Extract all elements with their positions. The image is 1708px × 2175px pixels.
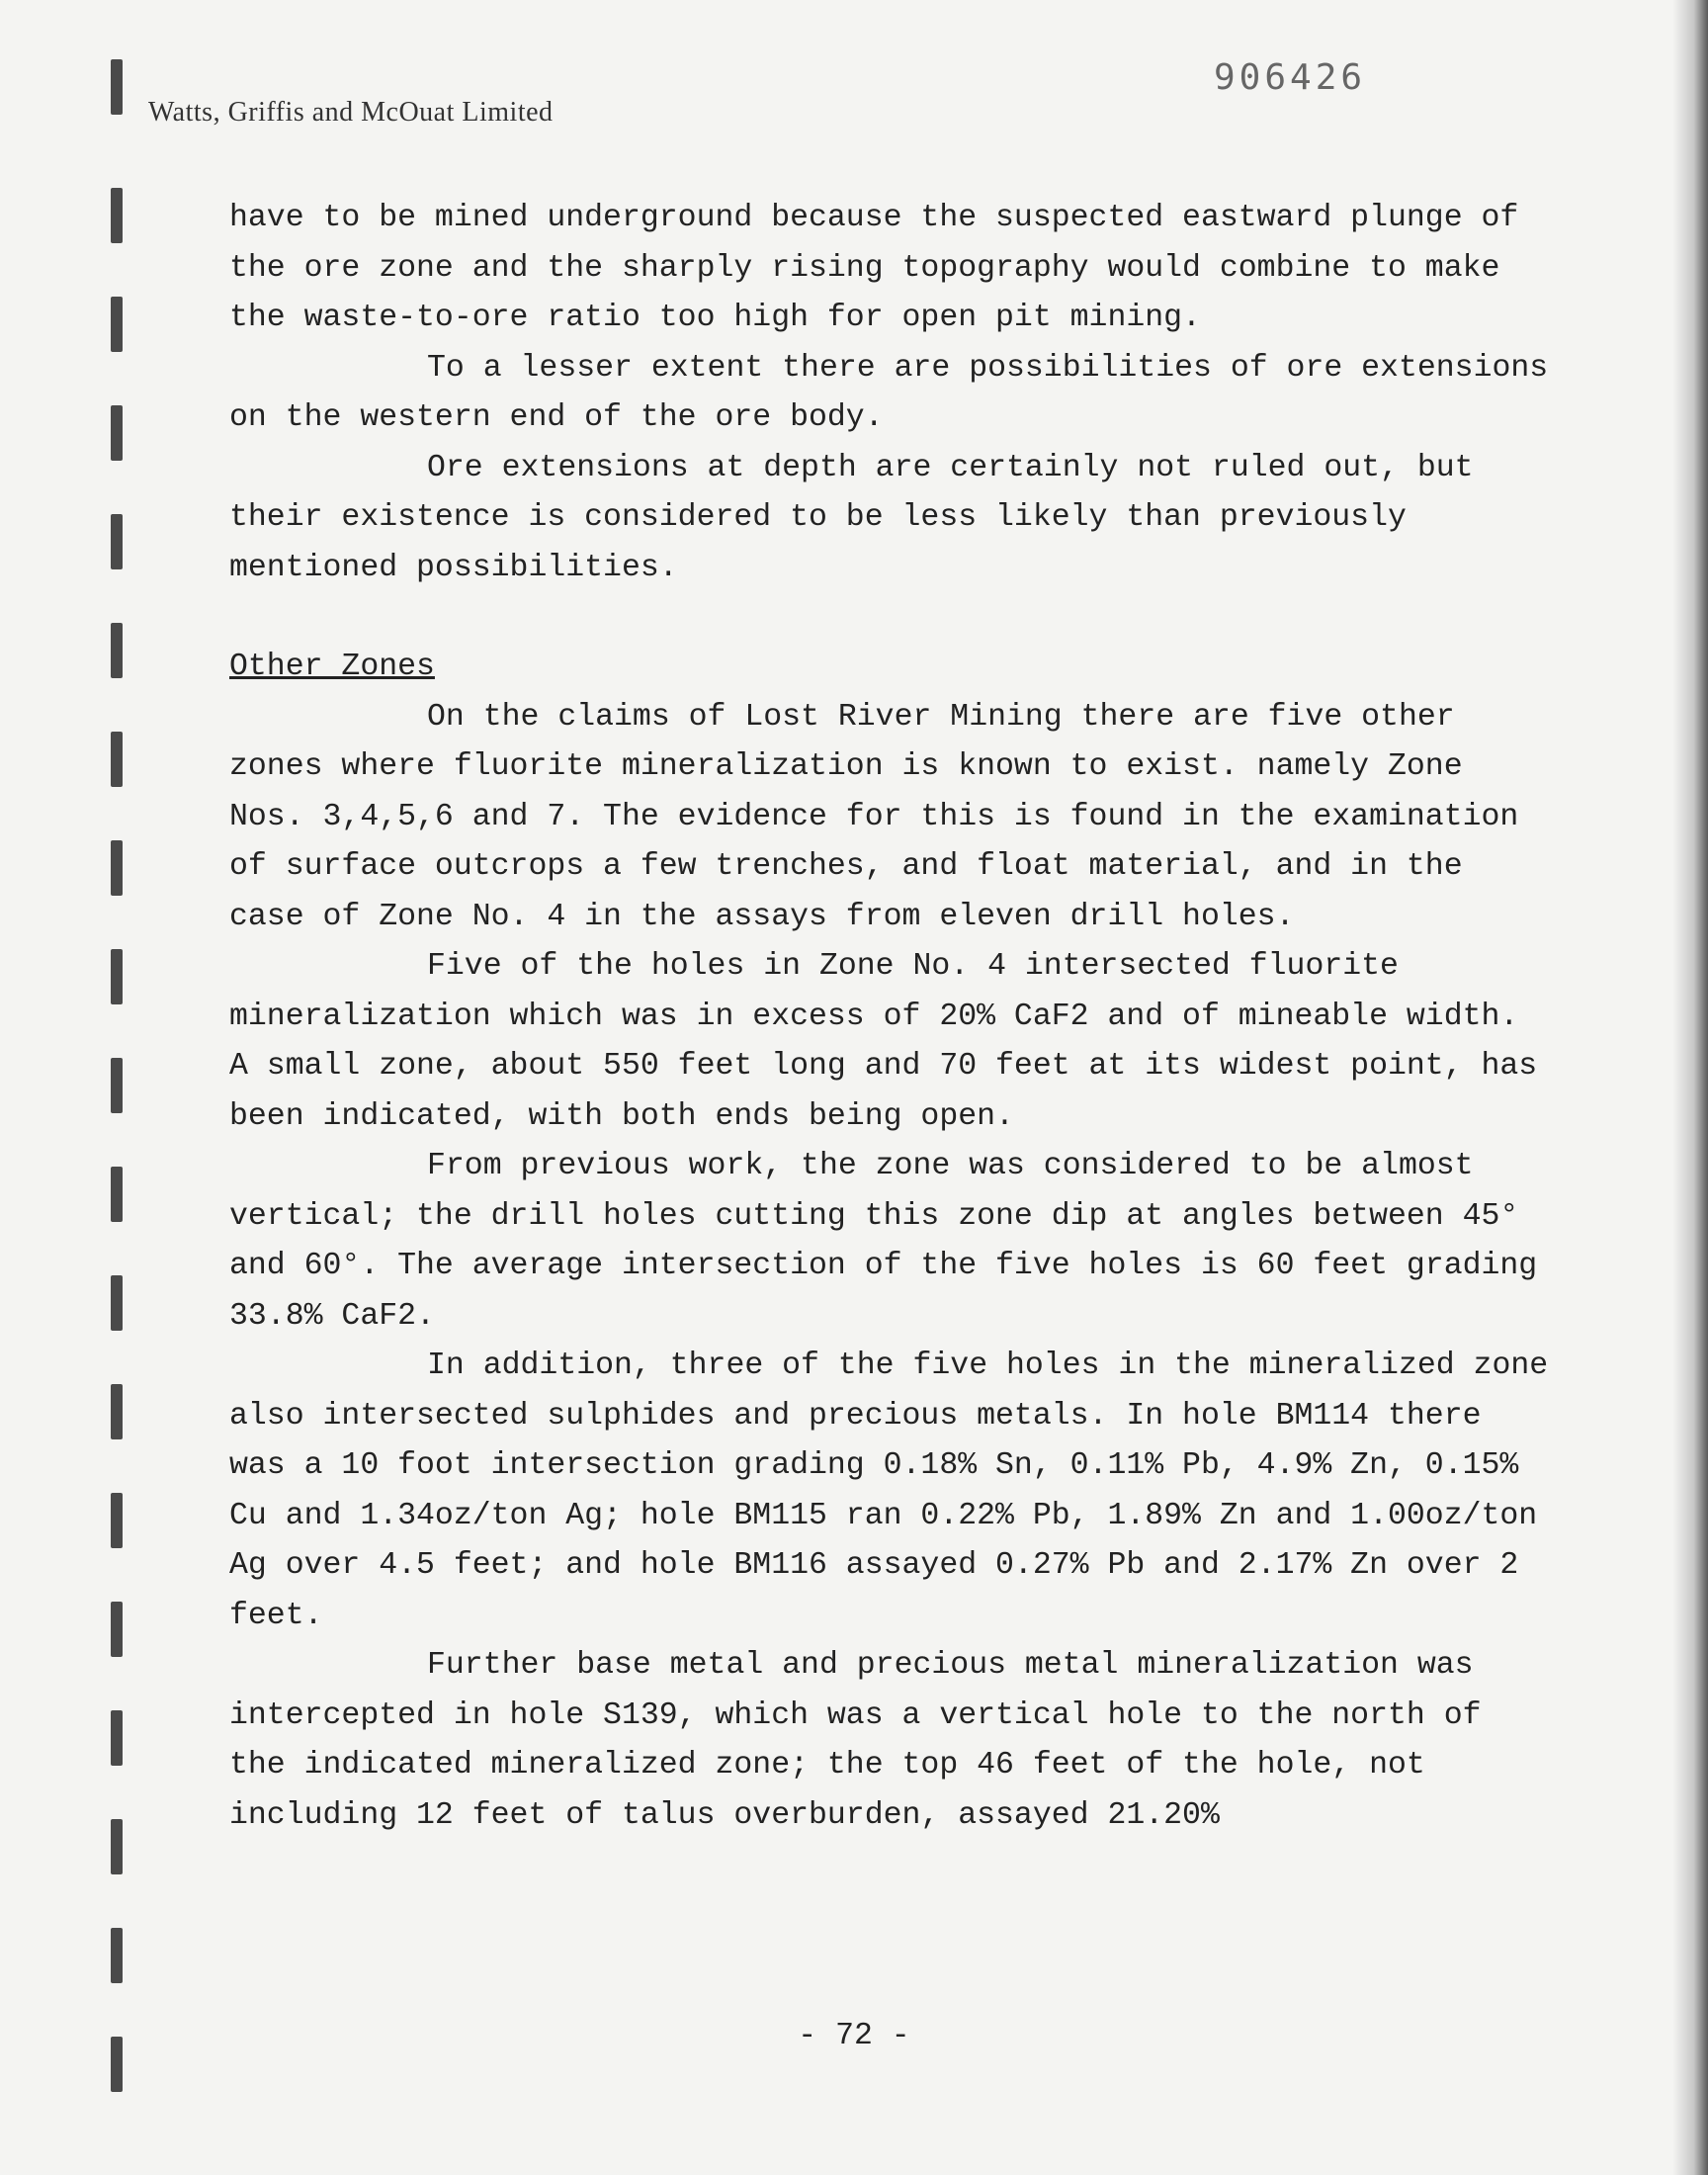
paragraph: To a lesser extent there are possibilities of ore extensions on the western end of the ore body. bbox=[229, 350, 1549, 435]
binding-hole bbox=[111, 1493, 123, 1548]
binding-hole bbox=[111, 514, 123, 569]
binding-hole bbox=[111, 1819, 123, 1874]
binding-holes bbox=[95, 59, 134, 2116]
section-heading: Other Zones bbox=[229, 650, 435, 684]
paragraph: On the claims of Lost River Mining there are five other zones where fluorite mineralization is known to exist. namely Zone Nos. 3,4,5,6 and 7. The evidence for this is found in the examination of surface outcrops a few trenches, and float material, and in the case of Zone No. 4 in the assays from eleven drill holes. bbox=[229, 699, 1519, 934]
binding-hole bbox=[111, 1928, 123, 1983]
binding-hole bbox=[111, 1167, 123, 1222]
paragraph: Further base metal and precious metal mineralization was intercepted in hole S139, which was a vertical hole to the north of the indicated mineralized zone; the top 46 feet of the hole, not including 12 feet of talus overburden, assayed 21.20% bbox=[229, 1648, 1482, 1833]
page-edge-shadow bbox=[1672, 0, 1708, 2175]
binding-hole bbox=[111, 1602, 123, 1657]
paragraph: From previous work, the zone was considered to be almost vertical; the drill holes cutting this zone dip at angles between 45° and 60°. The average intersection of the five holes is 60 feet grading 33.8% CaF2. bbox=[229, 1149, 1538, 1334]
paragraph: have to be mined underground because the suspected eastward plunge of the ore zone and the sharply rising topography would combine to make the waste-to-ore ratio too high for open pit mining. bbox=[229, 201, 1519, 335]
binding-hole bbox=[111, 188, 123, 243]
binding-hole bbox=[111, 1058, 123, 1113]
binding-hole bbox=[111, 297, 123, 352]
binding-hole bbox=[111, 949, 123, 1004]
binding-hole bbox=[111, 732, 123, 787]
company-header: Watts, Griffis and McOuat Limited bbox=[148, 97, 554, 128]
binding-hole bbox=[111, 1384, 123, 1439]
binding-hole bbox=[111, 1710, 123, 1766]
binding-hole bbox=[111, 405, 123, 461]
binding-hole bbox=[111, 840, 123, 896]
binding-hole bbox=[111, 1275, 123, 1331]
paragraph: In addition, three of the five holes in the mineralized zone also intersected sulphides and precious metals. In hole BM114 there was a 10 foot intersection grading 0.18% Sn, 0.11% Pb, 4.9% Zn, 0.15% Cu and 1.34oz/ton Ag; hole BM115 ran 0.22% Pb, 1.89% Zn and 1.00oz/ton Ag over 4.5 feet; and hole BM116 assayed 0.27% Pb and 2.17% Zn over 2 feet. bbox=[229, 1348, 1549, 1633]
binding-hole bbox=[111, 59, 123, 115]
paragraph: Ore extensions at depth are certainly not ruled out, but their existence is considered to be less likely than previously mentioned possibilities. bbox=[229, 450, 1474, 585]
paragraph: Five of the holes in Zone No. 4 intersected fluorite mineralization which was in excess of 20% CaF2 and of mineable width. A small zone, about 550 feet long and 70 feet at its widest point, has been indicated, with both ends being open. bbox=[229, 949, 1538, 1134]
page-number: - 72 - bbox=[798, 2019, 910, 2053]
document-number: 906426 bbox=[1214, 57, 1367, 98]
body-text bbox=[229, 194, 1554, 1841]
binding-hole bbox=[111, 623, 123, 678]
